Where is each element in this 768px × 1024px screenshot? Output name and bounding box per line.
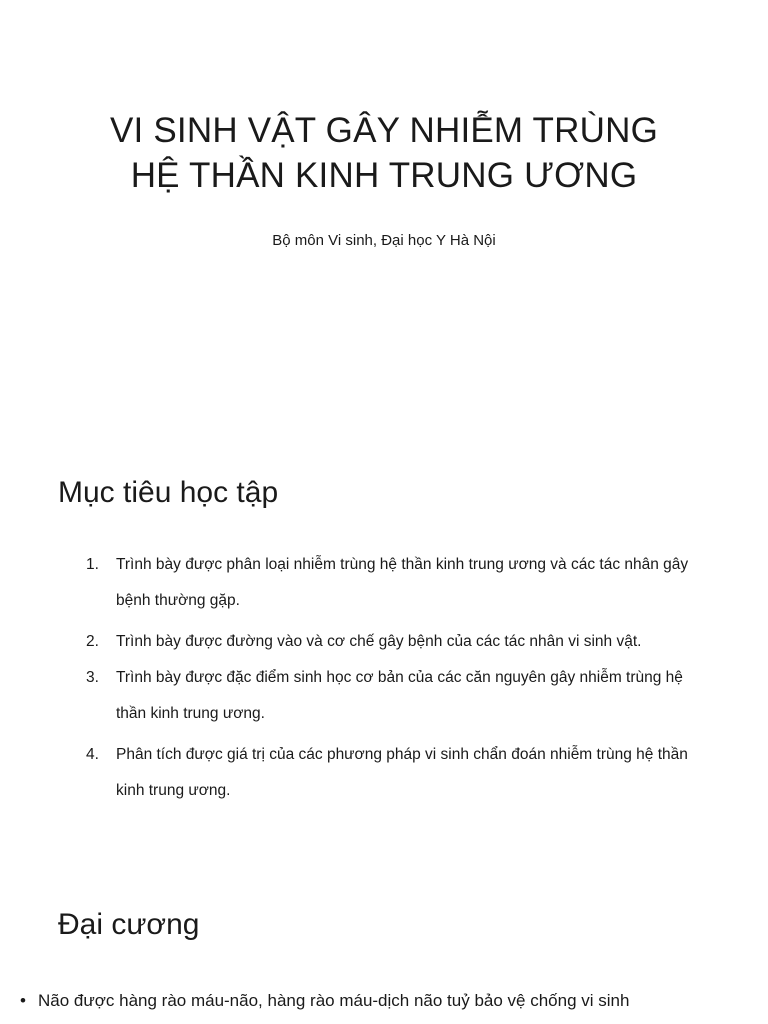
presentation-subtitle: Bộ môn Vi sinh, Đại học Y Hà Nội [272,232,496,249]
objective-item [86,665,706,732]
objective-number: 3. [86,669,99,686]
overview-bullet-list [20,984,760,1018]
objective-item [86,552,706,619]
title-slide [0,0,768,440]
bullet-item [20,984,760,1018]
objective-text: Trình bày được đặc điểm sinh học cơ bản của các căn nguyên gây nhiễm trùng hệ thần kinh trung ương. [116,669,683,722]
objectives-list [86,552,706,819]
presentation-title [0,108,768,198]
objective-number: 1. [86,556,99,573]
objective-text: Phân tích được giá trị của các phương pháp vi sinh chẩn đoán nhiễm trùng hệ thần kinh trung ương. [116,746,688,799]
overview-slide [0,880,768,1024]
objective-text: Trình bày được phân loại nhiễm trùng hệ thần kinh trung ương và các tác nhân gây bệnh thường gặp. [116,556,689,609]
title-line-1: VI SINH VẬT GÂY NHIỄM TRÙNG [109,111,658,150]
objective-text: Trình bày được đường vào và cơ chế gây bệnh của các tác nhân vi sinh vật. [116,633,642,650]
objectives-heading: Mục tiêu học tập [58,476,279,509]
objective-item [86,629,706,655]
bullet-text: Não được hàng rào máu-não, hàng rào máu-dịch não tuỷ bảo vệ chống vi sinh [38,991,630,1010]
title-line-2: HỆ THẦN KINH TRUNG ƯƠNG [130,156,638,195]
objective-item [86,742,706,809]
objective-number: 2. [86,633,99,650]
bullet-marker: • [20,991,26,1010]
objective-number: 4. [86,746,99,763]
overview-heading: Đại cương [58,908,200,941]
objectives-slide [0,440,768,880]
